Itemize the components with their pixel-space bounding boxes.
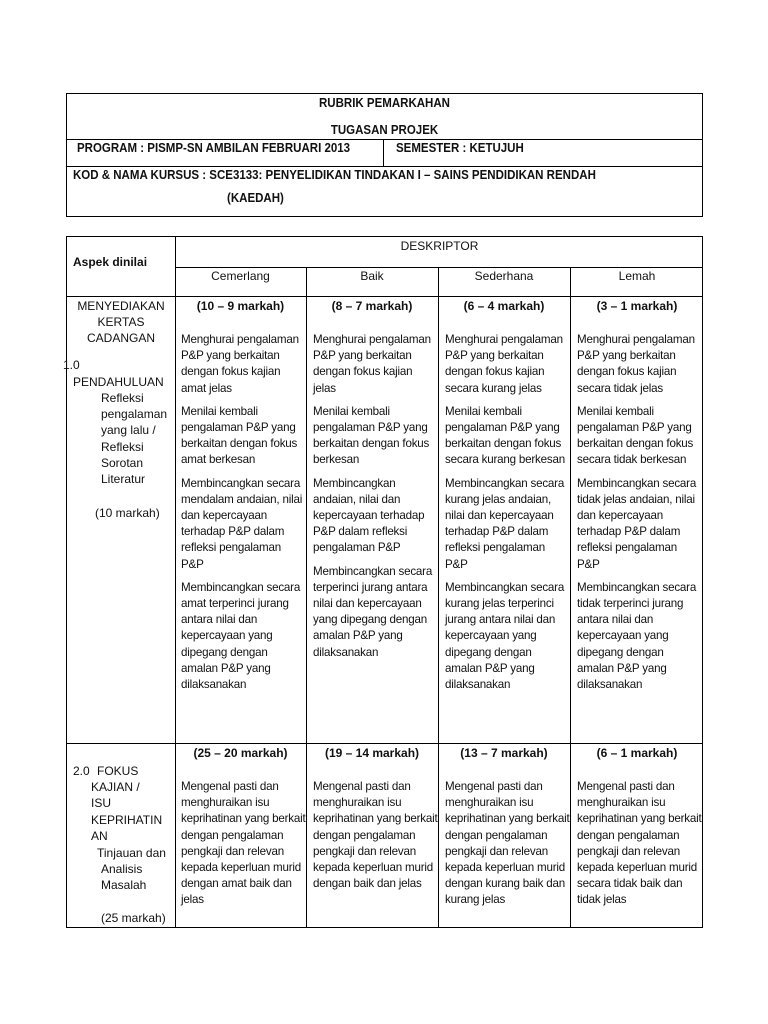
column-divider xyxy=(175,237,176,927)
course-label-continued: (KAEDAH) xyxy=(227,191,284,205)
divider xyxy=(383,139,384,166)
descriptor-baik: Mengenal pasti dan menghuraikan isu keprihatinan yang berkait dengan pengalaman pengkaji dan relevan kepada keperluan murid dengan baik dan jelas xyxy=(313,780,438,891)
section-number: 1.0 xyxy=(63,358,80,372)
semester-label: SEMESTER : KETUJUH xyxy=(396,141,524,155)
row-divider xyxy=(67,743,702,744)
marks-total: (10 markah) xyxy=(95,506,160,520)
column-divider xyxy=(306,267,307,927)
section-subtopics: Refleksi pengalaman yang lalu / Refleksi Sorotan Literatur xyxy=(101,391,168,487)
column-divider xyxy=(438,267,439,927)
marks-total: (25 markah) xyxy=(101,911,166,925)
descriptor-lemah: Menghurai pengalaman P&P yang berkaitan dengan fokus kajian secara tidak jelas Menilai kembali pengalaman P&P yang berkaitan dengan fokus secara tidak berkesan Membincangkan secara tidak jelas andaian, nilai dan kepercayaan terhadap P&P dalam refleksi pengalaman P&P Membincangkan secara tidak terperinci jurang antara nilai dan kepercayaan yang dipegang dengan amalan P&P yang dilaksanakan xyxy=(577,333,697,692)
level-lemah: Lemah xyxy=(618,269,656,283)
range-baik: (8 – 7 markah) xyxy=(331,299,413,313)
section-title: FOKUS KAJIAN / ISU KEPRIHATIN AN xyxy=(91,764,163,843)
header-box xyxy=(66,93,703,217)
aspect-header: Aspek dinilai xyxy=(73,255,148,269)
descriptor-cemerlang: Mengenal pasti dan menghuraikan isu keprihatinan yang berkait dengan pengalaman pengkaji dan relevan kepada keperluan murid dengan amat baik dan jelas xyxy=(181,780,306,907)
course-label: KOD & NAMA KURSUS : SCE3133: PENYELIDIKAN TINDAKAN I – SAINS PENDIDIKAN RENDAH xyxy=(73,168,596,182)
level-cemerlang: Cemerlang xyxy=(211,269,270,283)
range-sederhana: (6 – 4 markah) xyxy=(463,299,545,313)
document-subtitle: TUGASAN PROJEK xyxy=(330,123,439,137)
descriptor-sederhana: Menghurai pengalaman P&P yang berkaitan dengan fokus kajian secara kurang jelas Menilai kembali pengalaman P&P yang berkaitan dengan fokus secara kurang berkesan Membincangkan secara kurang jelas andaian, nilai dan kepercayaan terhadap P&P dalam refleksi pengalaman P&P Membincangkan secara kurang jelas terperinci jurang antara nilai dan kepercayaan yang dipegang dengan amalan P&P yang dilaksanakan xyxy=(445,333,565,692)
range-lemah: (3 – 1 markah) xyxy=(596,299,678,313)
row-divider xyxy=(175,267,702,268)
level-sederhana: Sederhana xyxy=(474,269,534,283)
descriptor-lemah: Mengenal pasti dan menghuraikan isu keprihatinan yang berkait dengan pengalaman pengkaji dan relevan kepada keperluan murid secara tidak baik dan tidak jelas xyxy=(577,780,702,907)
section-subtopics: Tinjauan dan Analisis Masalah xyxy=(97,846,166,893)
range-baik: (19 – 14 markah) xyxy=(324,746,420,760)
aspect-title: MENYEDIAKAN KERTAS CADANGAN xyxy=(77,299,165,346)
descriptor-header: DESKRIPTOR xyxy=(400,239,479,253)
rubric-table xyxy=(63,236,703,928)
row-divider xyxy=(67,296,702,297)
level-baik: Baik xyxy=(360,269,384,283)
range-cemerlang: (10 – 9 markah) xyxy=(196,299,285,313)
range-lemah: (6 – 1 markah) xyxy=(596,746,678,760)
program-label: PROGRAM : PISMP-SN AMBILAN FEBRUARI 2013 xyxy=(77,141,351,155)
divider xyxy=(67,139,702,140)
descriptor-cemerlang: Menghurai pengalaman P&P yang berkaitan dengan fokus kajian amat jelas Menilai kembali pengalaman P&P yang berkaitan dengan fokus amat berkesan Membincangkan secara mendalam andaian, nilai dan kepercayaan terhadap P&P dalam refleksi pengalaman P&P Membincangkan secara amat terperinci jurang antara nilai dan kepercayaan yang dipegang dengan amalan P&P yang dilaksanakan xyxy=(181,333,303,692)
document-title: RUBRIK PEMARKAHAN xyxy=(319,96,450,110)
range-sederhana: (13 – 7 markah) xyxy=(460,746,548,760)
range-cemerlang: (25 – 20 markah) xyxy=(193,746,288,760)
divider xyxy=(67,166,702,167)
section-number: 2.0 xyxy=(73,764,90,778)
descriptor-sederhana: Mengenal pasti dan menghuraikan isu keprihatinan yang berkait dengan pengalaman pengkaji dan relevan kepada keperluan murid dengan kurang baik dan kurang jelas xyxy=(445,780,570,907)
section-title: PENDAHULUAN xyxy=(73,375,164,389)
column-divider xyxy=(570,267,571,927)
descriptor-baik: Menghurai pengalaman P&P yang berkaitan dengan fokus kajian jelas Menilai kembali pengalaman P&P yang berkaitan dengan fokus berkesan Membincangkan andaian, nilai dan kepercayaan terhadap P&P dalam refleksi pengalaman P&P Membincangkan secara terperinci jurang antara nilai dan kepercayaan yang dipegang dengan amalan P&P yang dilaksanakan xyxy=(313,333,433,659)
